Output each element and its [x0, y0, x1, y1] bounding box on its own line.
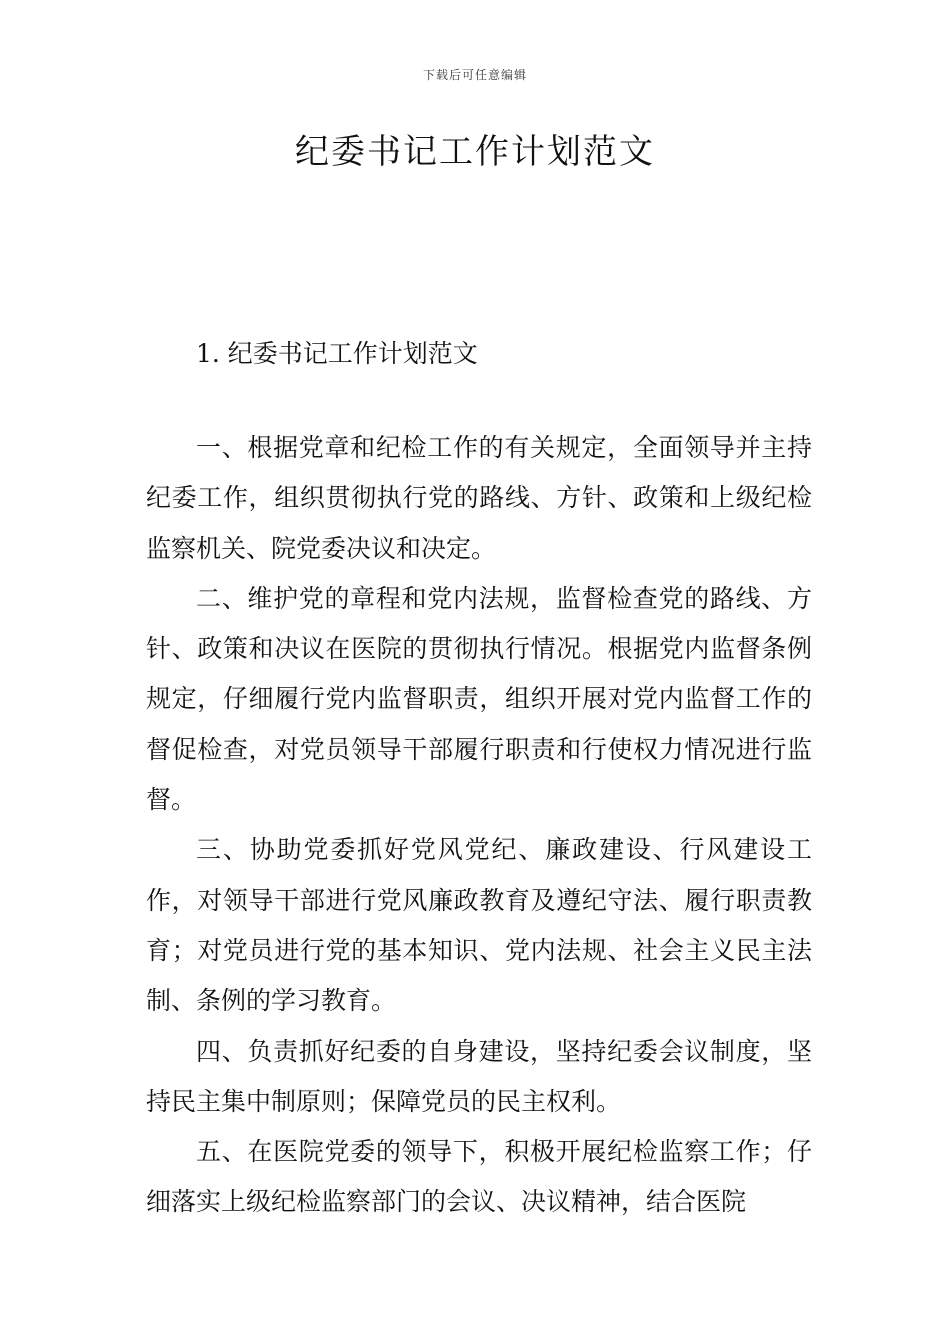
paragraph-2: 二、维护党的章程和党内法规，监督检查党的路线、方针、政策和决议在医院的贯彻执行情况。根据党内监督条例规定，仔细履行党内监督职责，组织开展对党内监督工作的督促检查，对党员领导干部履行职责和行使权力情况进行监督。	[146, 583, 812, 815]
paragraph-1: 一、根据党章和纪检工作的有关规定，全面领导并主持纪委工作，组织贯彻执行党的路线、方针、政策和上级纪检监察机关、院党委决议和决定。	[146, 433, 812, 563]
paragraph-3: 三、协助党委抓好党风党纪、廉政建设、行风建设工作，对领导干部进行党风廉政教育及遵纪守法、履行职责教育；对党员进行党的基本知识、党内法规、社会主义民主法制、条例的学习教育。	[146, 835, 812, 1016]
header-note: 下载后可任意编辑	[422, 68, 527, 82]
paragraph-5: 五、在医院党委的领导下，积极开展纪检监察工作；仔细落实上级纪检监察部门的会议、决议精神，结合医院	[146, 1137, 812, 1217]
section-heading: 1. 纪委书记工作计划范文	[196, 339, 478, 368]
paragraph-4: 四、负责抓好纪委的自身建设，坚持纪委会议制度，坚持民主集中制原则；保障党员的民主权利。	[146, 1036, 812, 1116]
document-body	[146, 423, 812, 1228]
document-title: 纪委书记工作计划范文	[295, 132, 655, 172]
